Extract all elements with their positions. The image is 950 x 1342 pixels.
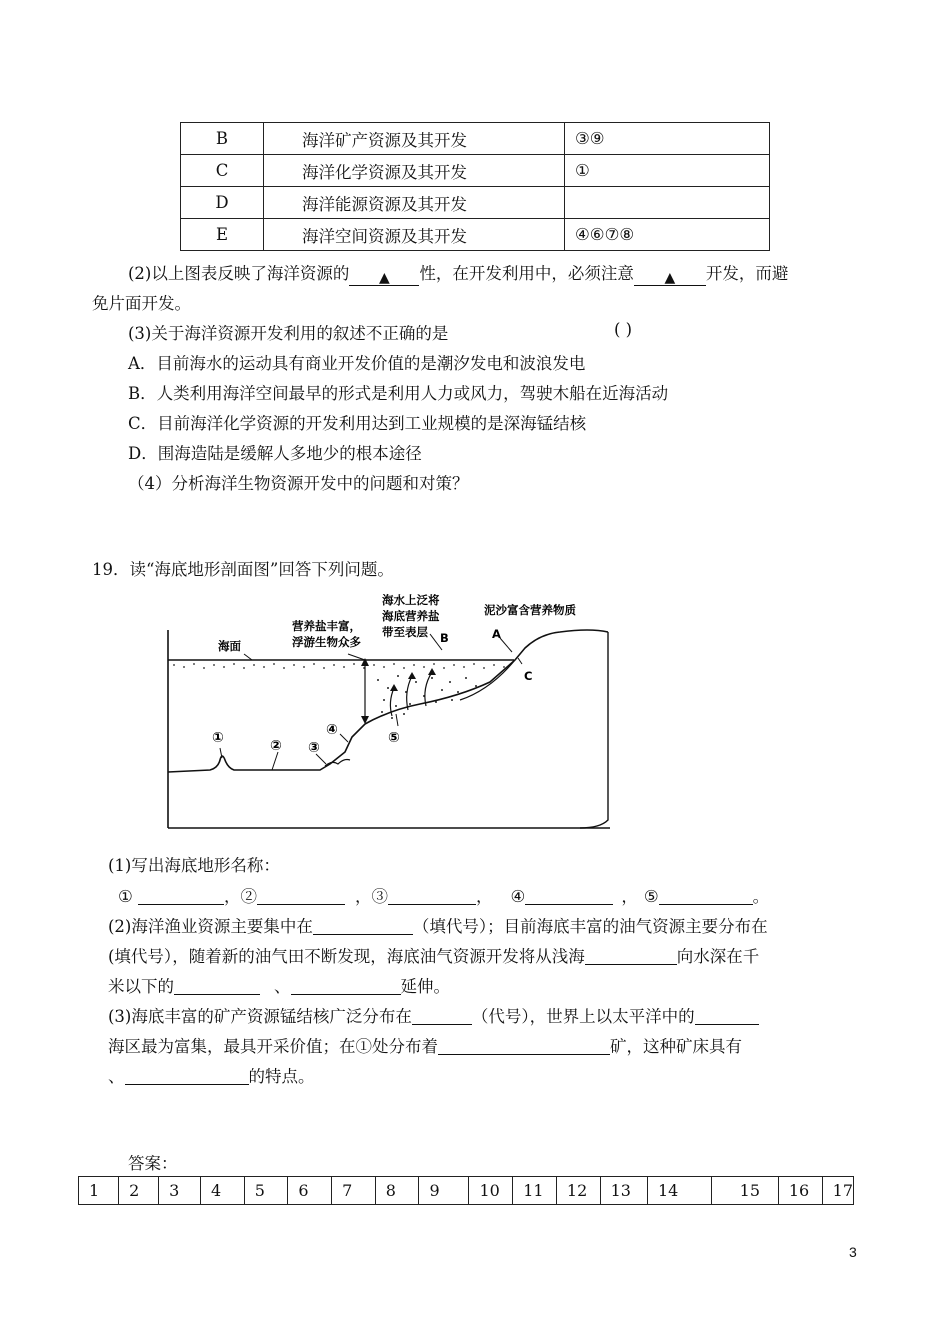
answer-cell[interactable]: 1 [79,1177,119,1205]
answer-cell[interactable]: 12 [556,1177,600,1205]
q2-text-3: 开发，而避 [705,264,789,283]
text: （代号），世界上以太平洋中的 [471,1007,695,1026]
page-number: 3 [849,1244,857,1260]
triangle-icon: ▲ [378,270,390,286]
text: 海区最为富集，最具开采价值；在①处分布着 [108,1037,438,1056]
q19-sub3-line1 [108,1003,759,1027]
blank-label: ① [118,887,133,906]
answer-blank[interactable] [585,946,677,965]
table-row [181,155,770,187]
answer-cell[interactable]: 11 [513,1177,557,1205]
answer-blank[interactable] [125,1066,249,1085]
q19-sub2-line3 [108,973,450,997]
question-4: （4）分析海洋生物资源开发中的问题和对策？ [128,474,469,493]
q2-text-2: 性，在开发利用中，必须注意 [419,264,634,283]
answer-cell[interactable]: 9 [419,1177,469,1205]
row-name: 海洋化学资源及其开发 [264,155,565,187]
text: 向水深在千 [676,947,760,966]
answer-cell[interactable]: 6 [288,1177,332,1205]
text: (填代号） [108,947,173,966]
answer-blank[interactable] [349,267,419,286]
answer-cell[interactable]: 17 [822,1177,853,1205]
label-sea-surface: 海面 [218,639,241,653]
option-d: D．围海造陆是缓解人多地少的根本途径 [128,444,422,463]
label-4: ④ [326,722,338,738]
option-a: A．目前海水的运动具有商业开发价值的是潮汐发电和波浪发电 [128,354,586,373]
q19-sub3-line3 [108,1063,315,1087]
label-1: ① [212,730,224,746]
blank-label: ，② [224,887,258,906]
text: 、 [274,977,291,996]
answer-cell[interactable]: 16 [778,1177,822,1205]
blank-label: ④ [510,887,526,906]
answer-cell[interactable]: 10 [469,1177,513,1205]
label-upwelling-1: 海水上泛将 [382,593,440,607]
answer-cell[interactable]: 7 [332,1177,376,1205]
row-numbers: ③⑨ [565,123,770,155]
row-name: 海洋空间资源及其开发 [264,219,565,251]
answer-blank[interactable] [695,1006,759,1025]
row-name: 海洋能源资源及其开发 [264,187,565,219]
blank-label: ⑤ [643,887,659,906]
label-upwelling-2: 海底营养盐 [382,609,440,623]
q19-sub2-line2 [108,943,759,967]
answer-blank[interactable] [313,916,413,935]
q19-sub1-blanks [118,883,769,907]
label-b: B [440,631,449,645]
question-19-title: 19．读“海底地形剖面图”回答下列问题。 [92,560,394,579]
answer-blank[interactable] [412,1006,472,1025]
text: (3)海底丰富的矿产资源锰结核广泛分布在 [108,1007,412,1026]
table-row [181,219,770,251]
answer-blank[interactable] [634,267,706,286]
answer-table [78,1176,854,1205]
row-numbers [565,187,770,219]
label-3: ③ [308,740,320,756]
q19-sub3-line2 [108,1033,742,1057]
seabed-profile-diagram [160,592,620,830]
label-nutrients-1: 营养盐丰富， [292,619,361,633]
label-sediment: 泥沙富含营养物质 [484,603,576,617]
text: 延伸。 [400,977,450,996]
row-letter: C [181,155,264,187]
answer-cell[interactable]: 4 [201,1177,245,1205]
table-row [79,1177,854,1205]
label-upwelling-3: 带至表层 [382,625,428,639]
q2-text-1: (2)以上图表反映了海洋资源的 [128,264,350,283]
text: 米以下的 [108,977,174,996]
table-row [181,187,770,219]
answer-blank[interactable] [438,1036,610,1055]
label-2: ② [270,738,282,754]
q2-continuation: 免片面开发。 [92,294,191,313]
answer-blank[interactable] [659,886,753,905]
answer-cell[interactable]: 2 [119,1177,159,1205]
answer-cell[interactable]: 13 [600,1177,647,1205]
question-2 [128,260,788,286]
row-numbers: ① [565,155,770,187]
label-a: A [492,627,501,641]
triangle-icon: ▲ [664,270,676,286]
label-5: ⑤ [388,730,400,746]
text: 的特点。 [248,1067,315,1086]
label-c: C [524,669,533,683]
text: （填代号）；目前海底丰富的油气资源主要分布在 [412,917,768,936]
option-b: B．人类利用海洋空间最早的形式是利用人力或风力，驾驶木船在近海活动 [128,384,669,403]
row-letter: D [181,187,264,219]
answer-paren[interactable]: ( ) [614,320,633,339]
q19-sub2-line1 [108,913,768,937]
answer-blank[interactable] [174,976,260,995]
text: 、 [108,1067,125,1086]
answer-cell[interactable]: 15 [711,1177,778,1205]
resource-table [180,122,770,251]
option-c: C．目前海洋化学资源的开发利用达到工业规模的是深海锰结核 [128,414,587,433]
question-3-stem: (3)关于海洋资源开发利用的叙述不正确的是 [128,324,449,343]
row-name: 海洋矿产资源及其开发 [264,123,565,155]
answer-blank[interactable] [291,976,401,995]
blank-label: ， [621,887,638,906]
q19-sub1-title: (1)写出海底地形名称： [108,856,280,875]
text: ，随着新的油气田不断发现，海底油气资源开发将从浅海 [172,947,585,966]
row-numbers: ④⑥⑦⑧ [565,219,770,251]
answer-blank[interactable] [138,886,224,905]
label-nutrients-2: 浮游生物众多 [292,635,361,649]
table-row [181,123,770,155]
answer-blank[interactable] [525,886,613,905]
answer-label: 答案： [128,1154,178,1173]
answer-blank[interactable] [257,886,345,905]
blank-label: ， [476,887,493,906]
text: (2)海洋渔业资源主要集中在 [108,917,313,936]
blank-label: ，③ [355,887,389,906]
answer-cell[interactable]: 8 [375,1177,419,1205]
text: 矿，这种矿床具有 [610,1037,742,1056]
answer-cell[interactable]: 3 [159,1177,201,1205]
answer-cell[interactable]: 14 [647,1177,711,1205]
answer-cell[interactable]: 5 [244,1177,288,1205]
blank-label: 。 [752,887,770,906]
row-letter: B [181,123,264,155]
answer-blank[interactable] [388,886,476,905]
row-letter: E [181,219,264,251]
